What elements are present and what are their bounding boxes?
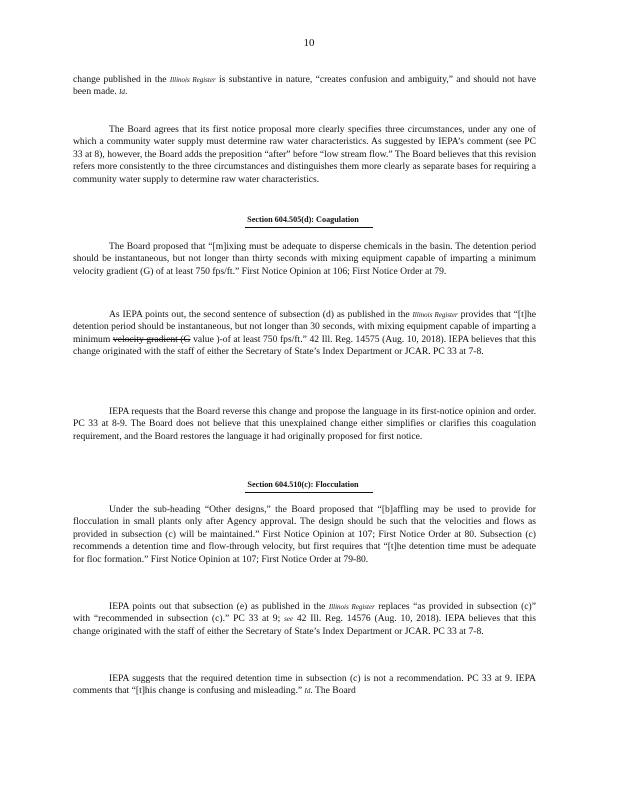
paragraph-8 [73, 673, 536, 698]
paragraph-text: value )-of at least 750 fps/ft.” 42 Ill. Reg. 14575 (Aug. 10, 2018). IEPA believes that this change originated with the staff of either the Secretary of State’s Index Department or JCAR. PC 33 at 7-8. [73, 333, 536, 358]
page-number: 10 [303, 37, 315, 49]
paragraph-4 [73, 309, 536, 359]
citation-id: Id [304, 687, 311, 696]
paragraph-text: Under the sub-heading “Other designs,” the Board proposed that “[b]affling may be used to provide for flocculation in small plants only after Agency approval. The design should be such that the velocities and flows as provided in subsection (c) will be maintained.” First Notice Opinion at 107; First Notice Order at 80. Subsection (c) recommends a detention time and flow-through velocity, but first requires that “[t]he detention time must be adequate for floc formation.” First Notice Opinion at 107; First Notice Order at 79-80. [73, 504, 536, 565]
journal-name: Illinois Register [328, 603, 375, 611]
paragraph-text: IEPA points out that subsection (e) as published in the [109, 601, 329, 612]
paragraph-7 [73, 601, 536, 638]
citation-id: Id [119, 88, 125, 97]
signal-see: see [284, 615, 294, 624]
heading-text: Section 604.505(d): Coagulation [245, 214, 373, 228]
paragraph-text: The Board proposed that “[m]ixing must be adequate to disperse chemicals in the basin. The detention period should be instantaneous, but not longer than thirty seconds with mixing equipment capable of imparting a minimum velocity gradient (G) of at least 750 fps/ft.” First Notice Opinion at 106; First Notice Order at 79. [73, 241, 536, 277]
section-heading-coagulation [0, 214, 618, 228]
paragraph-text: change published in the [73, 74, 170, 85]
paragraph-3 [73, 241, 536, 278]
paragraph-text: IEPA requests that the Board reverse this change and propose the language in its first-notice opinion and order. PC 33 at 8-9. The Board does not believe that this unexplained change either simplifies or clarifies this coagulation requirement, and the Board restores the language it had originally proposed for first notice. [73, 406, 536, 442]
journal-name: Illinois Register [412, 311, 458, 319]
paragraph-1 [73, 74, 536, 99]
paragraph-6 [73, 504, 536, 566]
paragraph-text: is substantive in nature, “creates confusion and ambiguity,” and should not have been made. [73, 74, 537, 98]
heading-text: Section 604.510(c): Flocculation [245, 479, 372, 493]
paragraph-2 [73, 124, 536, 186]
paragraph-5 [73, 406, 536, 443]
journal-name: Illinois Register [169, 76, 216, 84]
paragraph-text: . The Board [310, 685, 356, 697]
paragraph-text: replaces “as provided in subsection (c)” with “recommended in subsection (c).” PC 33 at 9; [73, 601, 536, 625]
paragraph-text: provides that “[t]he detention period should be instantaneous, but not longer than 30 seconds, with mixing equipment capable of imparting a minimum [73, 309, 536, 345]
paragraph-text: . [124, 86, 128, 98]
paragraph-text: 42 Ill. Reg. 14576 (Aug. 10, 2018). IEPA believes that this change originated with the staff of either the Secretary of State’s Index Department or JCAR. PC 33 at 7-8. [73, 613, 536, 637]
paragraph-text: The Board agrees that its first notice proposal more clearly specifies three circumstances, under any one of which a community water supply must determine raw water characteristics. As suggested by IEPA’s comment (see PC 33 at 8), however, the Board adds the preposition “after” before “low stream flow.” The Board believes that this revision refers more consistently to the three circumstances and distinguishes them more clearly as separate bases for requiring a community water supply to determine raw water characteristics. [73, 124, 536, 185]
paragraph-text: IEPA suggests that the required detention time in subsection (c) is not a recommendation. PC 33 at 9. IEPA comments that “[t]his change is confusing and misleading.” [73, 673, 536, 697]
paragraph-text: As IEPA points out, the second sentence of subsection (d) as published in the [109, 309, 413, 320]
section-heading-flocculation [0, 479, 618, 493]
struck-text: velocity gradient (G [112, 333, 191, 345]
